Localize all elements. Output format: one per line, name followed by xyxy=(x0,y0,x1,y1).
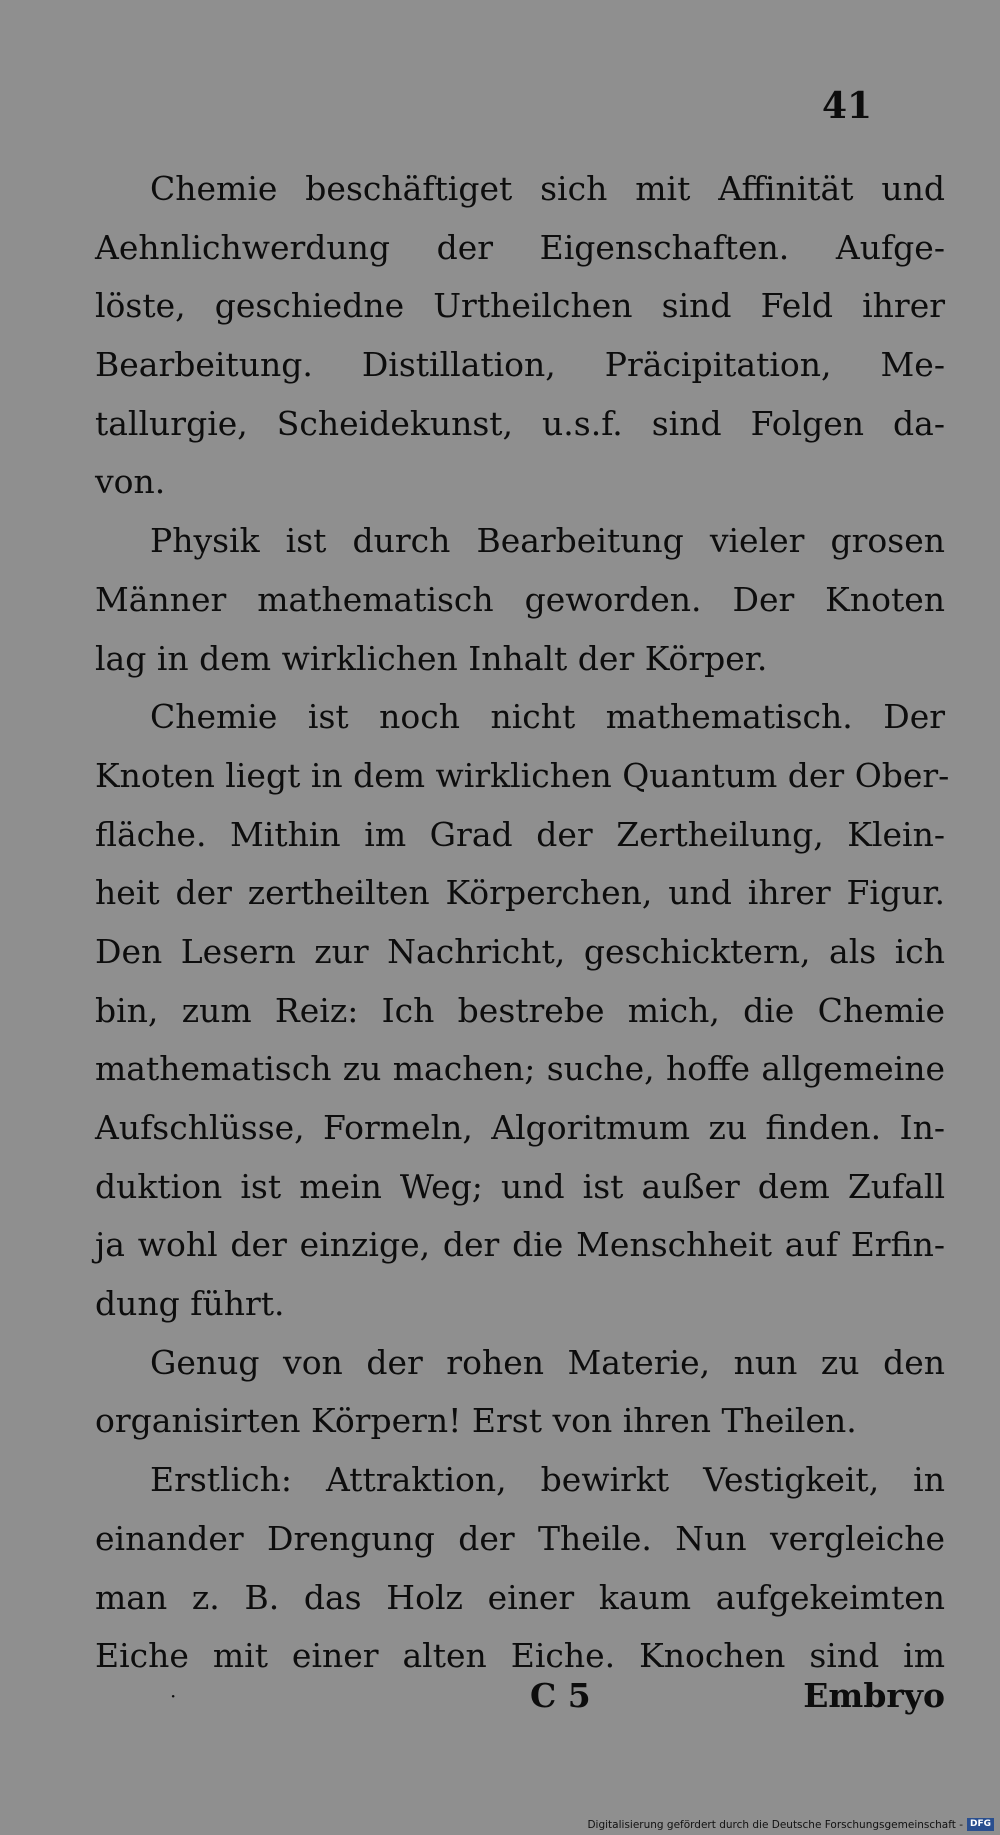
page-footer xyxy=(95,1666,945,1726)
text-line: Aufschlüsse, Formeln, Algoritmum zu finden. In- xyxy=(95,1108,945,1147)
text-line: bin, zum Reiz: Ich bestrebe mich, die Chemie xyxy=(95,990,945,1030)
text-line: lag in dem wirklichen Inhalt der Körper. xyxy=(95,638,768,678)
text-line: Bearbeitung. Distillation, Präcipitation, Me- xyxy=(95,345,945,385)
text-line: Chemie ist noch nicht mathematisch. Der xyxy=(150,697,945,737)
text-line: duktion ist mein Weg; und ist außer dem Zufall xyxy=(95,1166,945,1206)
text-line: Knoten liegt in dem wirklichen Quantum der Ober- xyxy=(95,755,950,795)
text-line: heit der zertheilten Körperchen, und ihrer Figur. xyxy=(95,873,945,913)
text-line: fläche. Mithin im Grad der Zertheilung, Klein- xyxy=(95,814,945,854)
body-text xyxy=(95,160,950,1686)
text-line: Genug von der rohen Materie, nun zu den xyxy=(150,1342,945,1382)
catchword: Embryo xyxy=(803,1676,945,1715)
credit-text: Digitalisierung gefördert durch die Deutsche Forschungsgemeinschaft - xyxy=(587,1818,963,1831)
text-line: von. xyxy=(95,462,166,502)
text-line: Chemie beschäftiget sich mit Affinität und xyxy=(150,169,945,208)
text-line: man z. B. das Holz einer kaum aufgekeimten xyxy=(95,1577,945,1617)
dfg-logo[interactable]: DFG xyxy=(967,1818,994,1831)
text-line: löste, geschiedne Urtheilchen sind Feld ihrer xyxy=(95,286,945,326)
text-line: tallurgie, Scheidekunst, u.s.f. sind Folgen da- xyxy=(95,403,945,443)
text-line: Den Lesern zur Nachricht, geschicktern, als ich xyxy=(95,931,945,971)
text-line: Aehnlichwerdung der Eigenschaften. Aufge- xyxy=(95,227,945,267)
text-line: Erstlich: Attraktion, bewirkt Vestigkeit, in xyxy=(150,1460,945,1500)
text-line: Männer mathematisch geworden. Der Knoten xyxy=(95,579,945,619)
text-line: dung führt. xyxy=(95,1284,285,1324)
text-line: mathematisch zu machen; suche, hoffe allgemeine xyxy=(95,1049,945,1089)
text-line: ja wohl der einzige, der die Menschheit auf Erfin- xyxy=(95,1225,945,1265)
digitization-credit xyxy=(587,1818,994,1831)
text-line: Physik ist durch Bearbeitung vieler grosen xyxy=(150,521,945,561)
text-line: Eiche mit einer alten Eiche. Knochen sind im xyxy=(95,1636,945,1676)
signature-mark: C 5 xyxy=(530,1676,591,1715)
page-number: 41 xyxy=(822,85,873,127)
footer-dot: · xyxy=(170,1684,177,1708)
text-line: organisirten Körpern! Erst von ihren Theilen. xyxy=(95,1401,857,1441)
text-line: einander Drengung der Theile. Nun vergleiche xyxy=(95,1518,945,1558)
